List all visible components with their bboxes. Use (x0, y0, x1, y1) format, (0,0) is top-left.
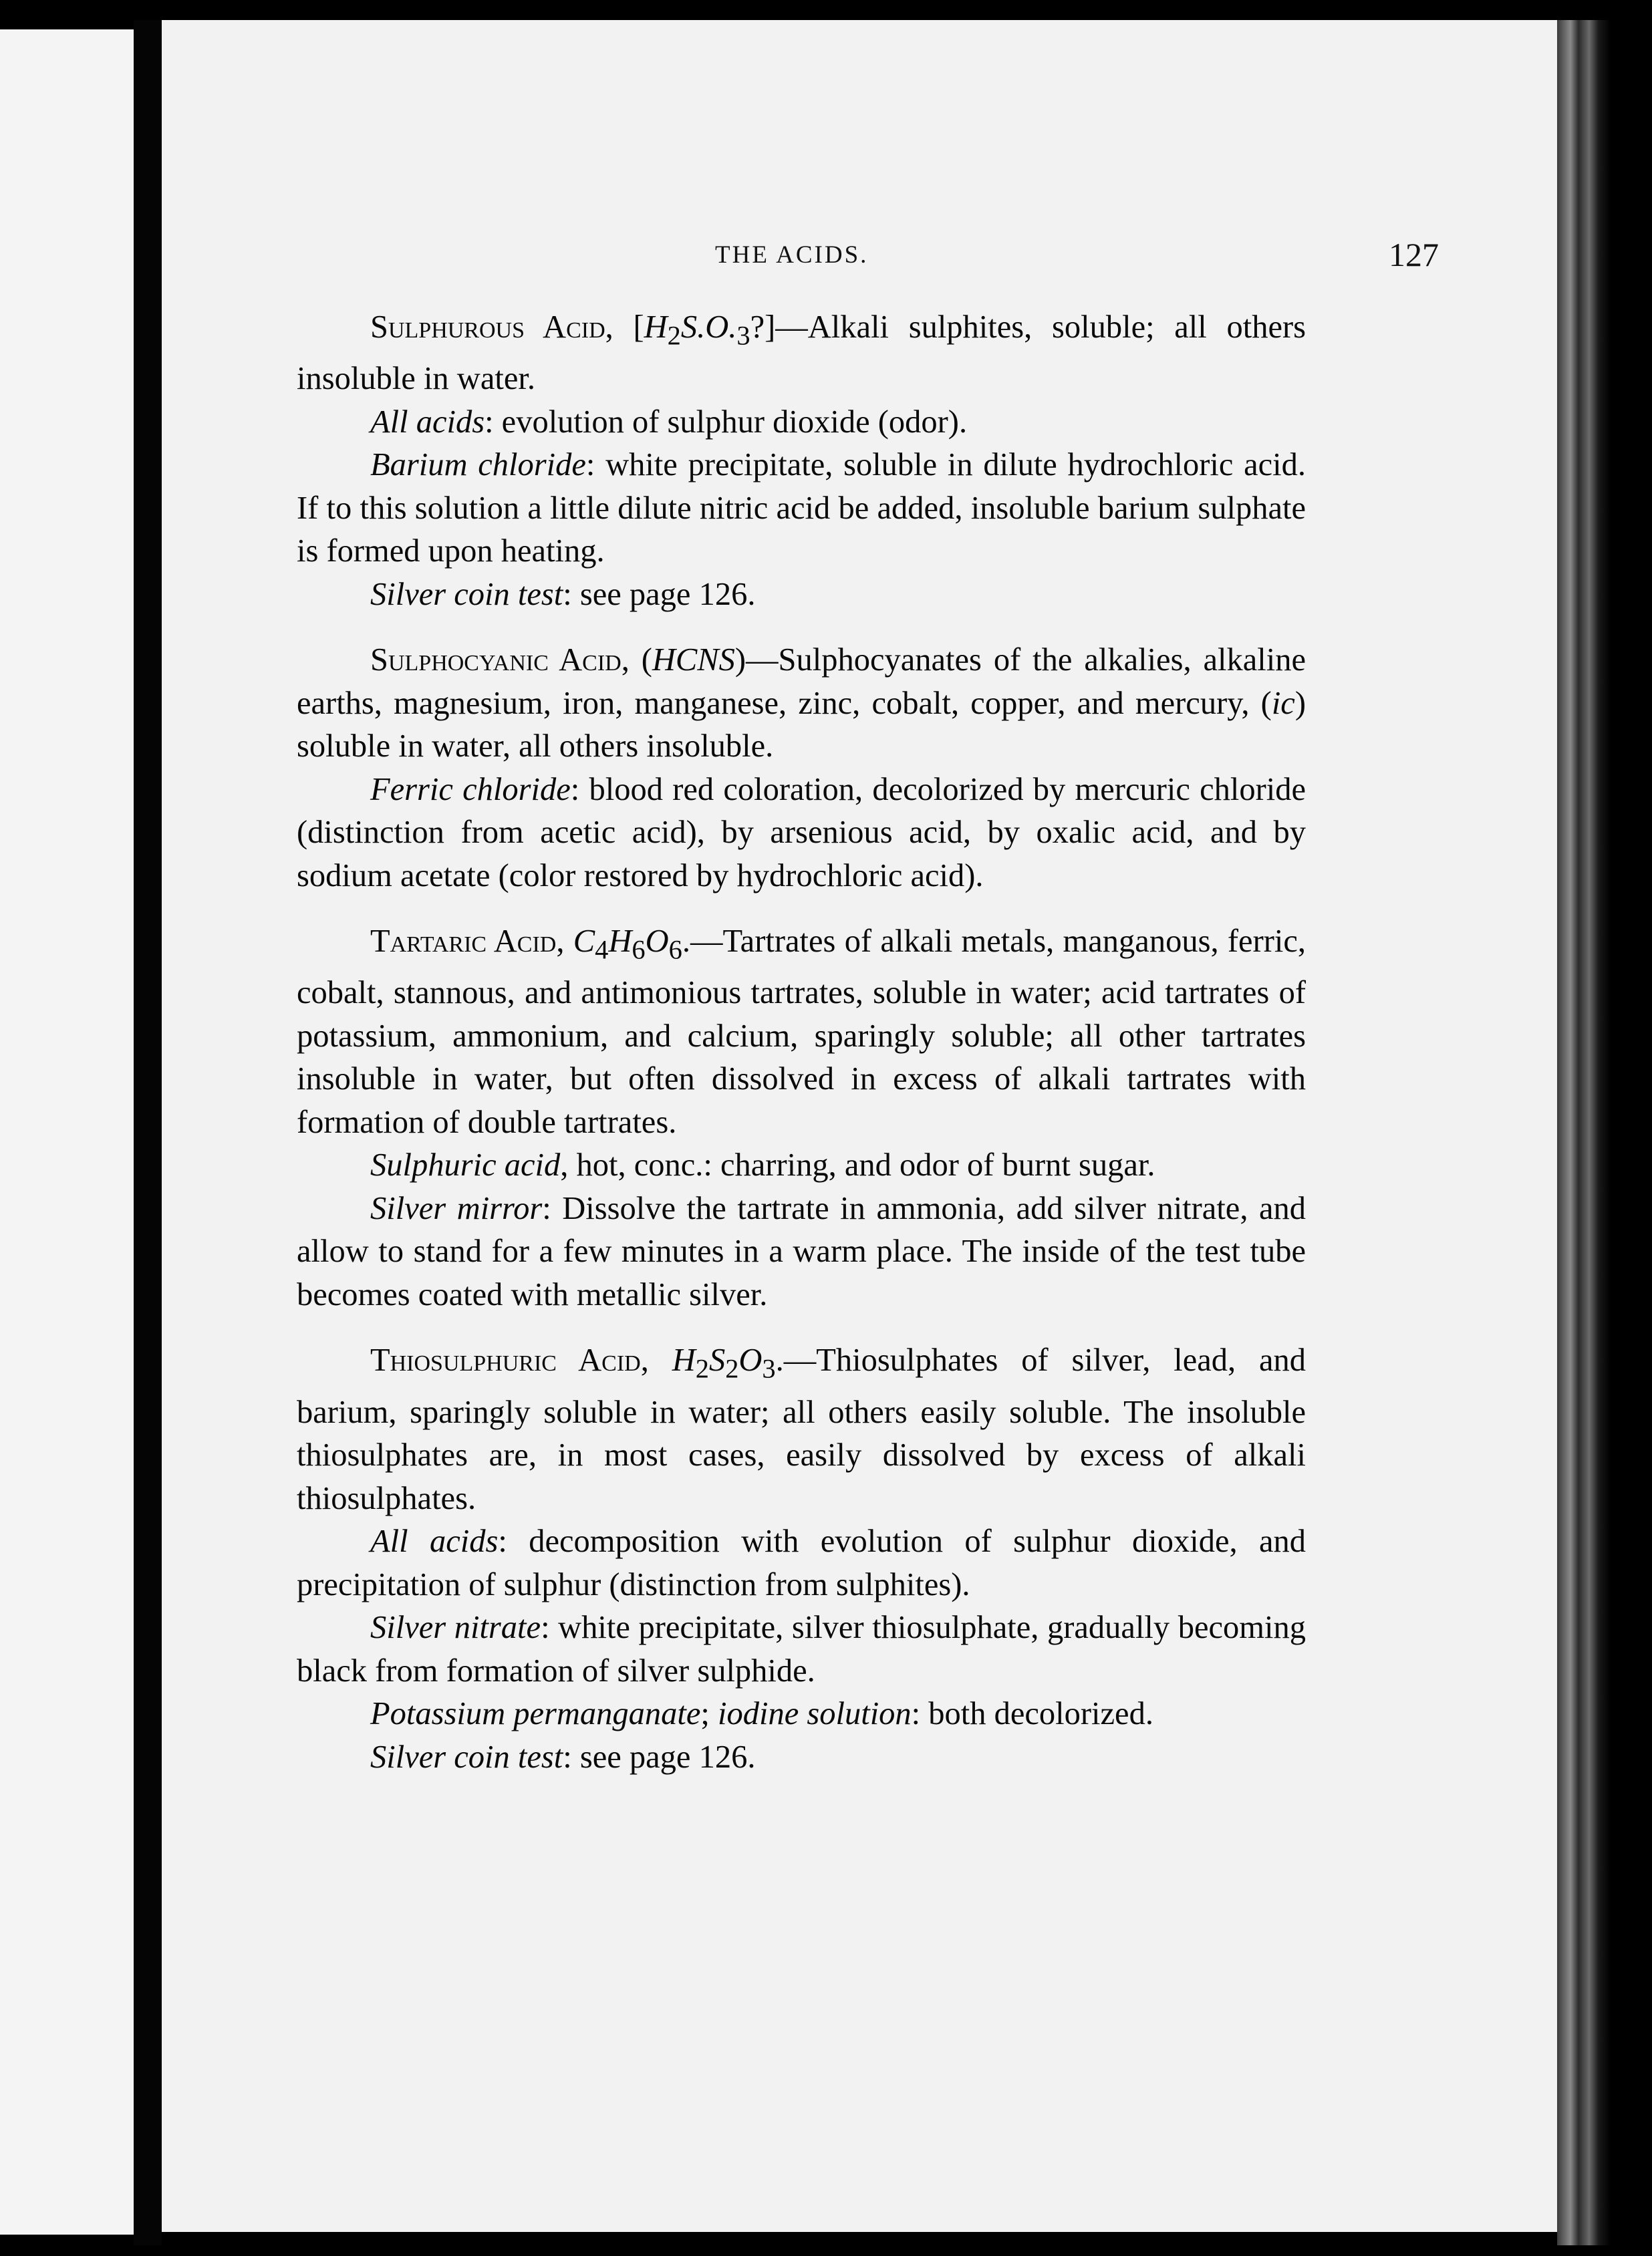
running-title: THE ACIDS. (715, 241, 869, 269)
page-header (160, 236, 1556, 281)
section-heading-paragraph (297, 639, 1306, 768)
acid-heading: Sulphurous Acid (370, 309, 605, 345)
body-text: : white precipitate, soluble in dilute hydrochloric acid. If to this solution a little dilute nitric acid be added, insoluble barium sulphate is formed upon heating. (297, 447, 1306, 569)
italic-text: Silver coin test (370, 1739, 563, 1775)
acid-heading: Sulphocyanic Acid (370, 642, 622, 678)
book-gutter (134, 20, 162, 2245)
section-heading-paragraph (297, 1339, 1306, 1520)
page-stack-edge (1557, 20, 1652, 2245)
body-text: .—Tartrates of alkali metals, manganous, ferric, cobalt, stannous, and antimonious tartrates, soluble in water; acid tartrates of potassium, ammonium, and calcium, sparingly soluble; all other tartrates insoluble in water, but often dissolved in excess of alkali tartrates with formation of double tartrates. (297, 924, 1306, 1140)
body-text: : both decolorized. (911, 1696, 1153, 1732)
body-text: : Dissolve the tartrate in ammonia, add silver nitrate, and allow to stand for a few minutes in a warm place. The inside of the test tube becomes coated with metallic silver. (297, 1190, 1306, 1312)
italic-text: iodine solution (718, 1696, 912, 1732)
test-paragraph (297, 1693, 1306, 1736)
test-paragraph (297, 1144, 1306, 1187)
page-body (297, 306, 1306, 1779)
page-number: 127 (1389, 236, 1439, 273)
italic-text: Barium chloride (370, 447, 586, 483)
italic-text: Sulphuric acid (370, 1147, 561, 1183)
test-paragraph (297, 573, 1306, 617)
italic-text: ic (1271, 685, 1295, 721)
body-text: ?]—Alkali sulphites, soluble; all others insoluble in water. (297, 309, 1306, 397)
body-text: , (556, 924, 573, 960)
formula-subscript: 6 (632, 934, 646, 965)
formula-subscript: 2 (725, 1354, 739, 1385)
body-text: ; (700, 1696, 718, 1732)
facing-page-edge (0, 29, 134, 2235)
body-text: , ( (621, 642, 652, 678)
test-paragraph (297, 1736, 1306, 1780)
italic-text: O (645, 924, 669, 960)
body-text: , [ (605, 309, 644, 345)
formula-subscript: 2 (667, 320, 681, 351)
body-text: : see page 126. (563, 1739, 756, 1775)
italic-text: Ferric chloride (370, 771, 571, 807)
test-paragraph (297, 1520, 1306, 1606)
italic-text: Silver mirror (370, 1190, 543, 1226)
section-heading-paragraph (297, 920, 1306, 1144)
section-heading-paragraph (297, 306, 1306, 401)
italic-text: Silver nitrate (370, 1610, 541, 1646)
italic-text: HCNS (652, 642, 735, 678)
formula-subscript: 4 (595, 934, 609, 965)
formula-subscript: 3 (736, 320, 750, 351)
formula-subscript: 3 (762, 1354, 776, 1385)
body-text: ) soluble in water, all others insoluble. (297, 685, 1306, 764)
formula-subscript: 6 (668, 934, 682, 965)
body-text: : white precipitate, silver thiosulphate, gradually becoming black from formation of silver sulphide. (297, 1610, 1306, 1689)
body-text: : blood red coloration, decolorized by mercuric chloride (distinction from acetic acid), by arsenious acid, by oxalic acid, and by sodium acetate (color restored by hydrochloric acid). (297, 771, 1306, 893)
test-paragraph (297, 1187, 1306, 1317)
italic-text: Potassium permanganate (370, 1696, 701, 1732)
body-text: : decomposition with evolution of sulphur dioxide, and precipitation of sulphur (distinction from sulphites). (297, 1524, 1306, 1602)
body-text: )—Sulphocyanates of the alkalies, alkaline earths, magnesium, iron, manganese, zinc, cobalt, copper, and mercury, ( (297, 642, 1306, 721)
test-paragraph (297, 768, 1306, 898)
italic-text: C (573, 924, 595, 960)
italic-text: O (738, 1343, 763, 1379)
italic-text: H (672, 1343, 696, 1379)
body-text: .—Thiosulphates of silver, lead, and barium, sparingly soluble in water; all others easily soluble. The insoluble thiosulphates are, in most cases, easily dissolved by excess of alkali thiosulphates. (297, 1343, 1306, 1516)
body-text: , hot, conc.: charring, and odor of burnt sugar. (560, 1147, 1155, 1183)
italic-text: H (608, 924, 632, 960)
test-paragraph (297, 1606, 1306, 1693)
formula-subscript: 2 (695, 1354, 709, 1385)
italic-text: All acids (370, 1524, 499, 1560)
italic-text: Silver coin test (370, 576, 563, 612)
body-text: : evolution of sulphur dioxide (odor). (485, 404, 968, 440)
italic-text: H (644, 309, 668, 345)
body-text: : see page 126. (563, 576, 756, 612)
italic-text: All acids (370, 404, 485, 440)
test-paragraph (297, 401, 1306, 444)
italic-text: S.O. (680, 309, 737, 345)
body-text: , (640, 1343, 672, 1379)
acid-heading: Thiosulphuric Acid (370, 1343, 641, 1379)
italic-text: S (708, 1343, 726, 1379)
acid-heading: Tartaric Acid (370, 924, 557, 960)
test-paragraph (297, 444, 1306, 573)
